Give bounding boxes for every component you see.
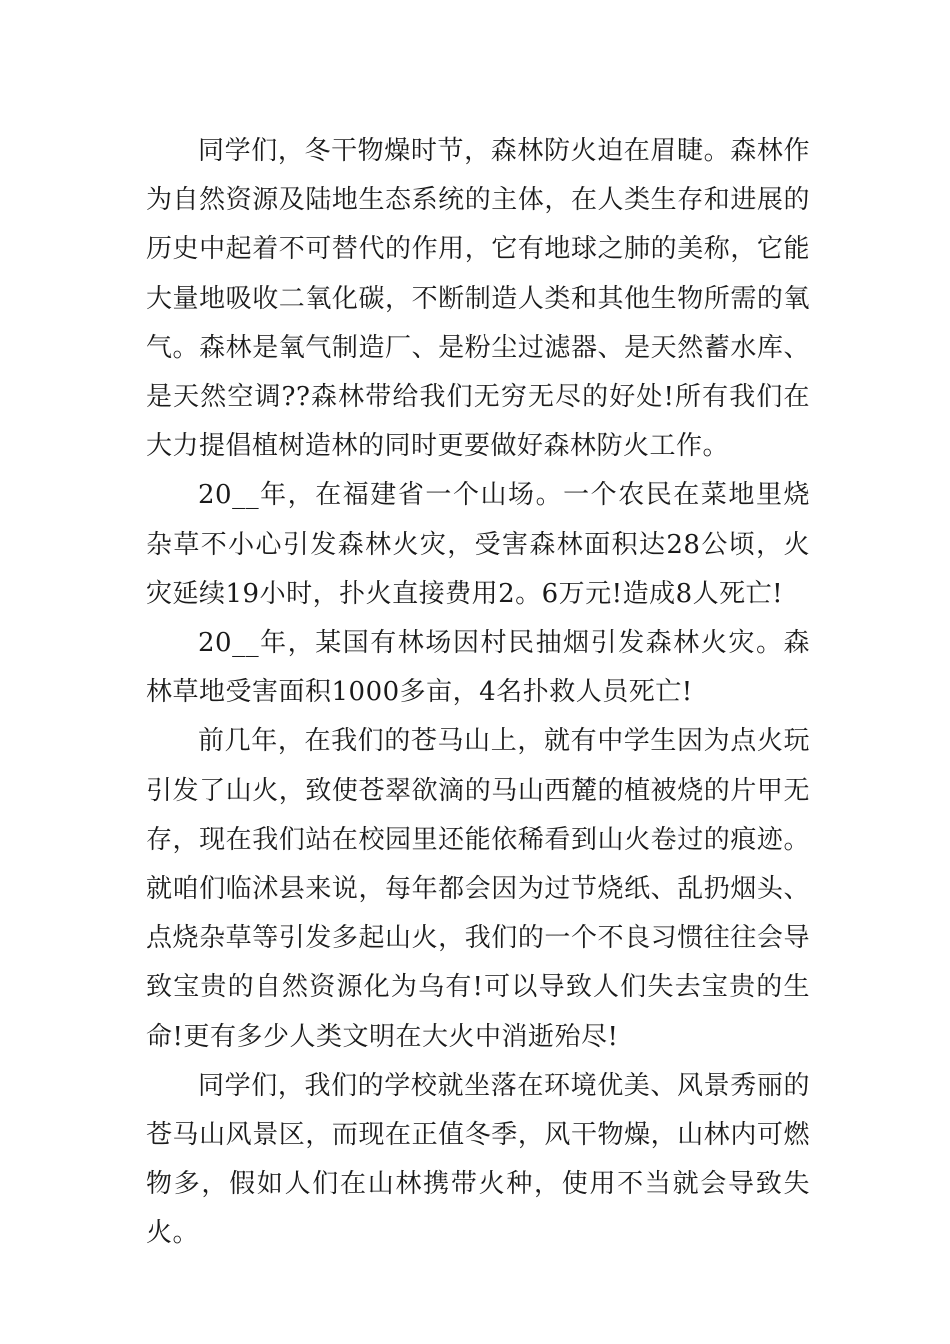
paragraph-fujian-fire: 20__年，在福建省一个山场。一个农民在菜地里烧杂草不小心引发森林火灾，受害森林面积达28公顷，火灾延续19小时，扑火直接费用2。6万元!造成8人死亡! [146,480,810,609]
document-body [146,127,810,1259]
paragraph-forest-importance: 同学们，冬干物燥时节，森林防火迫在眉睫。森林作为自然资源及陆地生态系统的主体，在人类生存和进展的历史中起着不可替代的作用，它有地球之肺的美称，它能大量地吸收二氧化碳，不断制造人类和其他生物所需的氧气。森林是氧气制造厂、是粉尘过滤器、是天然蓄水库、是天然空调??森林带给我们无穷无尽的好处!所有我们在大力提倡植树造林的同时更要做好森林防火工作。 [146,136,810,462]
paragraph-school-location: 同学们，我们的学校就坐落在环境优美、风景秀丽的苍马山风景区，而现在正值冬季，风干物燥，山林内可燃物多，假如人们在山林携带火种，使用不当就会导致失火。 [146,1070,810,1249]
paragraph-state-forest-fire: 20__年，某国有林场因村民抽烟引发森林火灾。森林草地受害面积1000多亩，4名扑救人员死亡! [146,628,810,708]
paragraph-local-fire: 前几年，在我们的苍马山上，就有中学生因为点火玩引发了山火，致使苍翠欲滴的马山西麓的植被烧的片甲无存，现在我们站在校园里还能依稀看到山火卷过的痕迹。就咱们临沭县来说，每年都会因为过节烧纸、乱扔烟头、点烧杂草等引发多起山火，我们的一个不良习惯往往会导致宝贵的自然资源化为乌有!可以导致人们失去宝贵的生命!更有多少人类文明在大火中消逝殆尽! [146,726,810,1052]
